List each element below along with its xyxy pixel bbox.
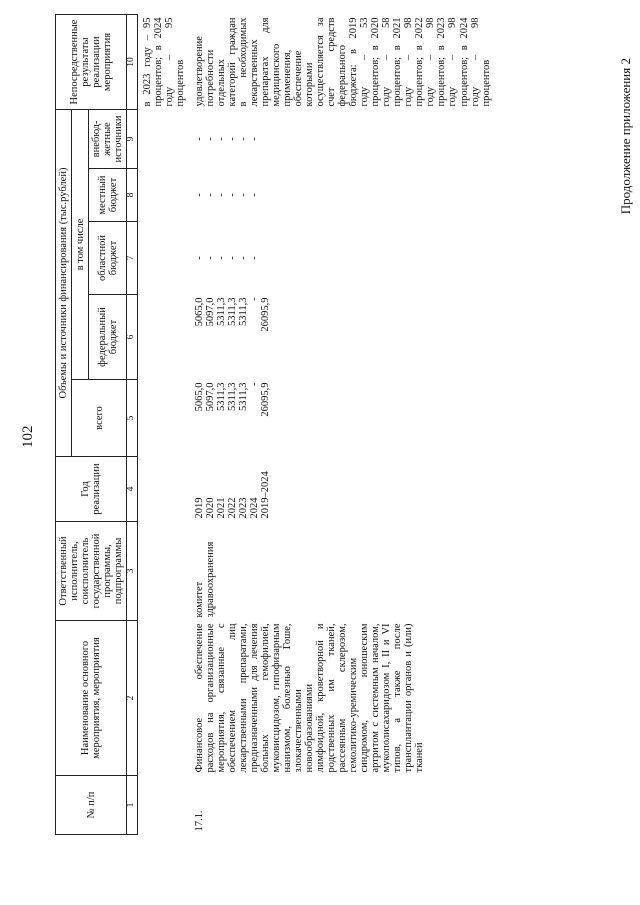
federal-value: 5311,3 (216, 297, 228, 326)
column-number: 2 (127, 621, 138, 776)
executor: комитет здравоохранения (194, 541, 217, 618)
local-value: - (216, 193, 228, 197)
local-cell (190, 169, 495, 222)
header-federal: федеральный бюджет (89, 295, 127, 380)
regional-value: - (194, 256, 206, 260)
column-number: 5 (127, 380, 138, 457)
extra-cell (190, 110, 495, 169)
column-number: 1 (127, 776, 138, 835)
column-numbers-row (127, 15, 138, 835)
federal-value: 5097,0 (205, 297, 217, 327)
table-row (190, 15, 495, 835)
regional-value: - (227, 256, 239, 260)
regional-value: - (205, 256, 217, 260)
header-executor: Ответственный исполнитель, соисполнитель государственной программы, подпрограммы (56, 522, 127, 621)
year: 2021 (216, 497, 228, 519)
header-local: местный бюджет (89, 169, 127, 222)
year: 2024 (249, 497, 261, 519)
column-number: 8 (127, 169, 138, 222)
local-value: - (249, 193, 261, 197)
header-result: Непосредственные результаты реализации мероприятия (56, 15, 127, 110)
regional-value: - (238, 256, 250, 260)
year: 2020 (205, 497, 217, 519)
year: 2023 (238, 497, 250, 519)
federal-value: 5311,3 (227, 297, 239, 326)
year: 2022 (227, 497, 239, 519)
continuation-row (138, 15, 191, 835)
total-value: 5311,3 (227, 382, 239, 411)
federal-value: 26095,9 (260, 297, 272, 332)
header-funding: Объемы и источники финансирования (тыс.рублей) (56, 110, 72, 457)
header-including: в том числе (72, 110, 89, 380)
column-number: 3 (127, 522, 138, 621)
regional-value: - (216, 256, 228, 260)
header-name: Наименование основного мероприятия, мероприятия (56, 621, 127, 776)
local-value: - (205, 193, 217, 197)
column-number: 9 (127, 110, 138, 169)
years-cell (190, 457, 495, 522)
total-value: - (249, 382, 261, 386)
regional-cell (190, 222, 495, 295)
column-number: 4 (127, 457, 138, 522)
result-text: удовлетворение потребности отдельных категорий граждан в необходимых лекарственных препаратах для медицинского применения, обеспечение которыми осуществляется за счет средств федерального бюджета: в 2019 году – 53 процентов; в 2020 году – 58 процентов; в 2021 году – 98 процентов; в 2022 году – 98 процентов; в 2023 году – 98 процентов; в 2024 году – 98 процентов (194, 17, 492, 107)
total-value: 5065,0 (194, 382, 206, 412)
federal-cell (190, 295, 495, 380)
measure-name: Финансовое обеспечение расходов на организационные мероприятия, связанные с обеспечением лиц лекарственными препаратами, предназначенными для лечения больных гемофилией, муковисцидозом, гипофизарным нанизмом, болезнью Гоше, злокачественными новообразованиями лимфоидной, кроветворной и родственных им тканей, рассеянным склерозом, гемолитико-уремическим синдромом, юношеским артритом с системным началом, мукополисахаридозом I, II и VI типов, а также после трансплантации органов и (или) тканей (194, 623, 426, 773)
extra-value: - (194, 137, 206, 141)
year: 2019 (194, 497, 206, 519)
year: 2019–2024 (260, 471, 272, 519)
header-year: Год реализации (56, 457, 127, 522)
federal-value: 5065,0 (194, 297, 206, 327)
total-cell (190, 380, 495, 457)
total-value: 5311,3 (216, 382, 228, 411)
continuation-result: в 2023 году – 95 процентов; в 2024 году – 95 процентов (142, 17, 187, 107)
federal-value: - (249, 297, 261, 301)
header-extra: внебюд-жетные источники (89, 110, 127, 169)
extra-value: - (227, 137, 239, 141)
extra-value: - (216, 137, 228, 141)
extra-value: - (205, 137, 217, 141)
federal-value: 5311,3 (238, 297, 250, 326)
row-number: 17.1. (194, 810, 206, 832)
extra-value: - (249, 137, 261, 141)
local-value: - (238, 193, 250, 197)
regional-value: - (249, 256, 261, 260)
column-number: 10 (127, 15, 138, 110)
total-value: 5311,3 (238, 382, 250, 411)
header-total: всего (72, 380, 127, 457)
header-num: № п/п (56, 776, 127, 835)
extra-value: - (238, 137, 250, 141)
funding-table (55, 14, 496, 835)
page-number: 102 (20, 425, 36, 448)
column-number: 7 (127, 222, 138, 295)
local-value: - (227, 193, 239, 197)
appendix-title: Продолжение приложения 2 (618, 58, 633, 215)
total-value: 26095,9 (260, 382, 272, 417)
header-regional: областной бюджет (89, 222, 127, 295)
column-number: 6 (127, 295, 138, 380)
local-value: - (194, 193, 206, 197)
total-value: 5097,0 (205, 382, 217, 412)
